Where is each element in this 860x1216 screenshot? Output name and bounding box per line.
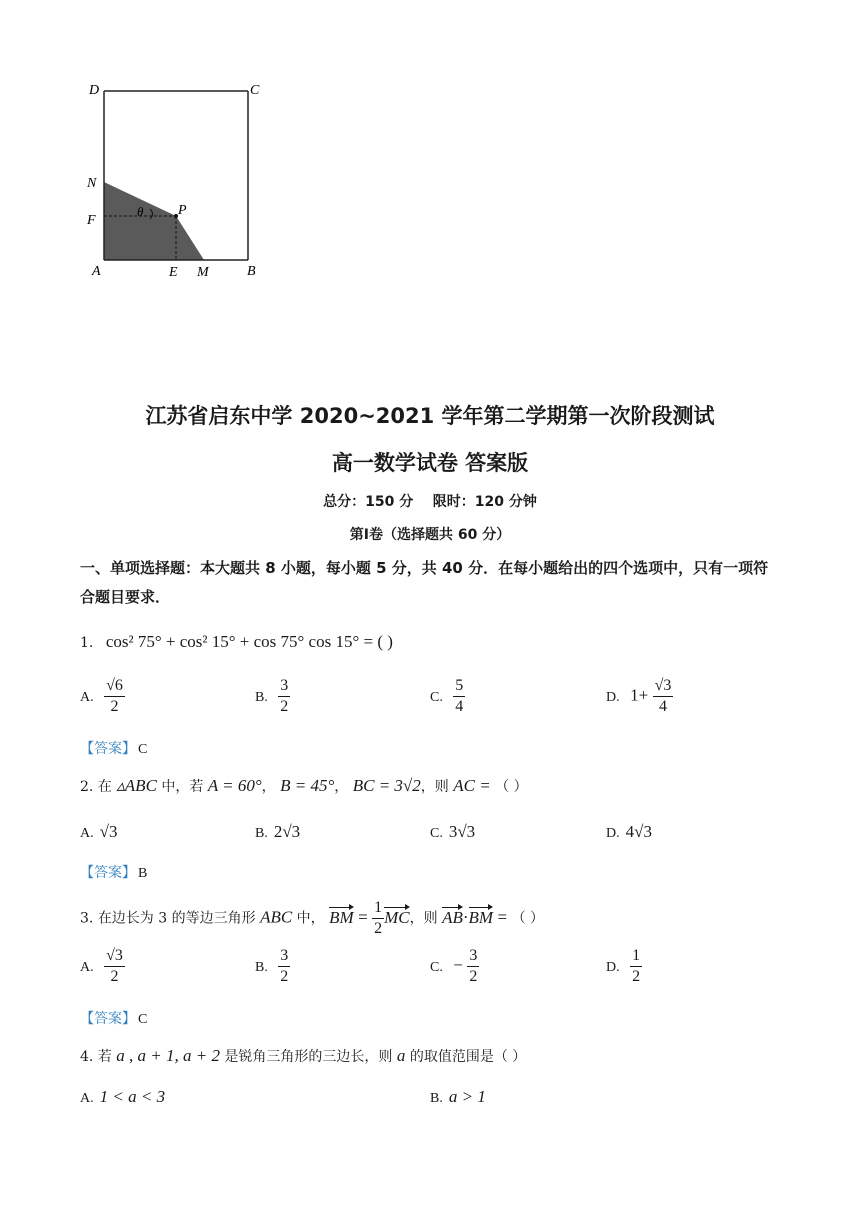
answer-3: 【答案】 C bbox=[80, 1011, 148, 1027]
question-number: 1. bbox=[80, 635, 94, 651]
option-b[interactable]: B. $\frac{3}{2}$ bbox=[255, 947, 289, 985]
label-theta: θ bbox=[137, 204, 144, 219]
label-E: E bbox=[169, 265, 178, 280]
option-c[interactable]: C. $\frac{5}{4}$ bbox=[430, 677, 464, 715]
label-B: B bbox=[247, 264, 256, 279]
option-b[interactable]: B. $\frac{3}{2}$ bbox=[255, 677, 289, 715]
rectangle-diagram bbox=[80, 78, 275, 283]
label-A: A bbox=[92, 264, 101, 279]
vector-bm: BM bbox=[468, 907, 494, 927]
question-expression: cos² 75° + cos² 15° + cos 75° cos 15° = ( ) bbox=[105, 632, 393, 651]
question-2: 2. 在 ▵ABC 中，若 A = 60°， B = 45°， BC = 3√2，则 AC = （ ） bbox=[80, 776, 528, 795]
option-a[interactable]: A. 1 < a < 3 bbox=[80, 1087, 166, 1106]
option-a[interactable]: A. $\frac{√3}{2}$ bbox=[80, 947, 123, 985]
section-heading: 一、单项选择题：本大题共 8 小题，每小题 5 分，共 40 分．在每小题给出的四个选项中，只有一项符合题目要求． bbox=[80, 559, 769, 606]
label-P: P bbox=[178, 203, 187, 218]
option-a[interactable]: A. √3 bbox=[80, 822, 118, 841]
question-4: 4. 若 a , a + 1, a + 2 是锐角三角形的三边长，则 a 的取值范围是（ ） bbox=[80, 1046, 527, 1065]
answer-1: 【答案】 C bbox=[80, 741, 148, 757]
exam-title: 江苏省启东中学 2020~2021 学年第二学期第一次阶段测试 bbox=[145, 404, 715, 428]
option-a[interactable]: A. $\frac{√6}{2}$ bbox=[80, 677, 123, 715]
label-M: M bbox=[197, 265, 209, 280]
option-d[interactable]: D. 1+ $\frac{√3}{4}$ bbox=[606, 677, 672, 715]
label-C: C bbox=[250, 83, 260, 98]
question-3: 3. 在边长为 3 的等边三角形 ABC 中， BM = $\frac{1}{2}$ MC，则 AB·BM = （ ） bbox=[80, 899, 545, 937]
geometry-figure bbox=[80, 78, 275, 283]
answer-2: 【答案】 B bbox=[80, 865, 148, 881]
option-d[interactable]: D. 4√3 bbox=[606, 822, 652, 841]
exam-part: 第Ⅰ卷（选择题共 60 分） bbox=[349, 527, 511, 543]
option-c[interactable]: C. − $\frac{3}{2}$ bbox=[430, 947, 478, 985]
label-N: N bbox=[87, 176, 97, 191]
question-1 bbox=[80, 632, 393, 652]
exam-subtitle: 高一数学试卷 答案版 bbox=[331, 451, 529, 475]
label-F: F bbox=[87, 213, 96, 228]
vector-ab: AB bbox=[442, 907, 463, 927]
exam-meta: 总分：150 分 限时：120 分钟 bbox=[323, 494, 537, 510]
vector-bm: BM bbox=[329, 907, 354, 927]
option-d[interactable]: D. $\frac{1}{2}$ bbox=[606, 947, 641, 985]
label-D: D bbox=[89, 83, 100, 98]
option-b[interactable]: B. 2√3 bbox=[255, 822, 301, 841]
vector-mc: MC bbox=[384, 907, 410, 927]
option-b[interactable]: B. a > 1 bbox=[430, 1087, 486, 1106]
option-c[interactable]: C. 3√3 bbox=[430, 822, 476, 841]
